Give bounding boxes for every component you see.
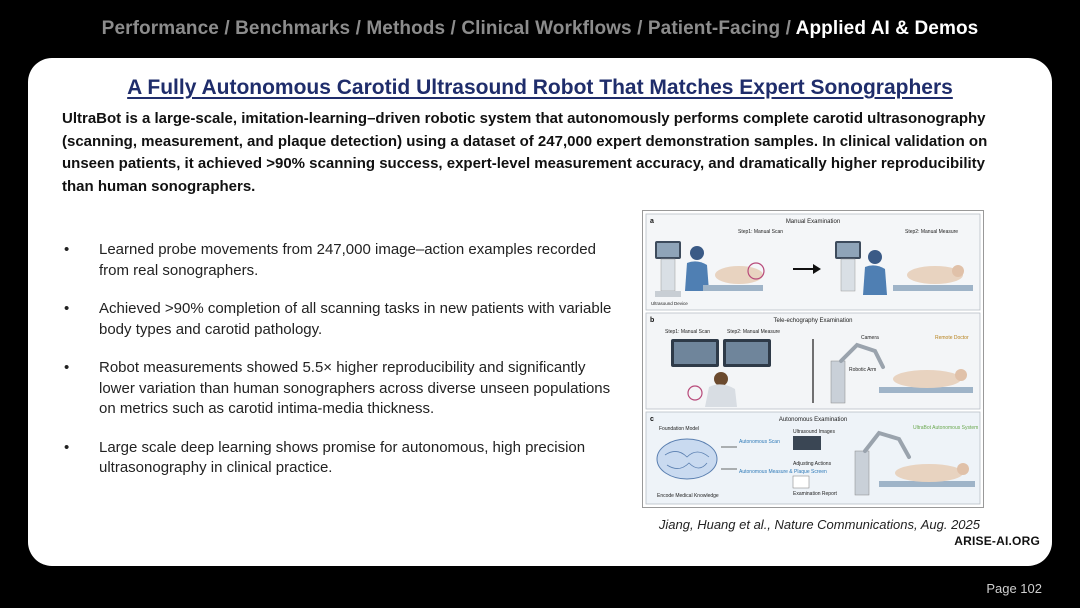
breadcrumb-item-applied-ai[interactable]: Applied AI & Demos bbox=[795, 18, 979, 39]
panel-c-report-label: Examination Report bbox=[793, 491, 837, 497]
panel-a-letter: a bbox=[650, 218, 654, 225]
panel-b-arm-label: Robotic Arm bbox=[849, 367, 877, 373]
panel-c-letter: c bbox=[650, 416, 654, 423]
panel-b-letter: b bbox=[650, 317, 655, 324]
panel-c-knowledge-label: Encode Medical Knowledge bbox=[657, 493, 719, 499]
bullet-item bbox=[62, 240, 622, 281]
bullet-list bbox=[62, 240, 622, 497]
citation: Jiang, Huang et al., Nature Communications, Aug. 2025 bbox=[658, 517, 980, 532]
panel-c-actions-label: Adjusting Actions bbox=[793, 461, 832, 467]
panel-c-measure-label: Autonomous Measure & Plaque Screen bbox=[739, 469, 827, 475]
panel-a-device-label: Ultrasound Device bbox=[651, 301, 688, 306]
panel-b-remote-label: Remote Doctor bbox=[935, 335, 969, 341]
panel-a-step1: Step1: Manual Scan bbox=[738, 229, 784, 235]
org-logo-text[interactable]: ARISE-AI.ORG bbox=[954, 534, 1040, 548]
bullet-item bbox=[62, 299, 622, 340]
panel-c-title: Autonomous Examination bbox=[778, 417, 848, 423]
breadcrumb-separator: / bbox=[355, 18, 361, 39]
panel-c-images-label: Ultrasound Images bbox=[793, 429, 835, 435]
panel-b-camera-label: Camera bbox=[861, 335, 879, 341]
panel-b-step2: Step2: Manual Measure bbox=[727, 329, 781, 335]
figure-panel-a bbox=[646, 214, 980, 310]
panel-a-title: Manual Examination bbox=[785, 219, 841, 225]
breadcrumb-item-methods[interactable]: Methods bbox=[366, 18, 446, 39]
figure-panel-b bbox=[646, 313, 980, 409]
bullet-dot: • bbox=[64, 359, 70, 376]
bullet-text: Achieved >90% completion of all scanning tasks in new patients with variable body types and carotid pathology. bbox=[99, 300, 612, 338]
bullet-dot: • bbox=[64, 300, 70, 317]
figure-illustration bbox=[643, 211, 983, 507]
bullet-text: Large scale deep learning shows promise for autonomous, high precision ultrasonography in clinical practice. bbox=[99, 438, 586, 476]
bullet-item bbox=[62, 438, 622, 479]
bullet-text: Robot measurements showed 5.5× higher reproducibility and significantly lower variation than human sonographers across diverse unseen populations on metrics such as carotid intima-media thickness. bbox=[99, 359, 611, 417]
figure-panel-c bbox=[646, 412, 980, 504]
panel-c-system-label: UltraBot Autonomous System bbox=[913, 425, 979, 431]
bullet-dot: • bbox=[64, 438, 70, 456]
study-figure bbox=[642, 210, 984, 508]
breadcrumb-item-clinical-workflows[interactable]: Clinical Workflows bbox=[461, 18, 632, 39]
breadcrumb-separator: / bbox=[450, 18, 456, 39]
slide-title: A Fully Autonomous Carotid Ultrasound Robot That Matches Expert Sonographers bbox=[127, 76, 953, 99]
panel-b-title: Tele-echography Examination bbox=[773, 318, 853, 324]
panel-c-scan-label: Autonomous Scan bbox=[739, 439, 780, 445]
bullet-text: Learned probe movements from 247,000 image–action examples recorded from real sonographers. bbox=[99, 241, 596, 279]
bullet-dot: • bbox=[64, 241, 70, 258]
breadcrumb-separator: / bbox=[224, 18, 230, 39]
breadcrumb-separator: / bbox=[785, 18, 791, 39]
slide-card bbox=[28, 58, 1052, 566]
page-number: Page 102 bbox=[986, 581, 1042, 596]
breadcrumb-separator: / bbox=[637, 18, 643, 39]
slide-summary: UltraBot is a large-scale, imitation-learning–driven robotic system that autonomously performs complete carotid ultrasonography (scanning, measurement, and plaque detection) using a dataset of 247,000 expert demonstration samples. In clinical validation on unseen patients, it achieved >90% scanning success, expert-level measurement accuracy, and dramatically higher reproducibility than human sonographers. bbox=[62, 110, 988, 195]
breadcrumb bbox=[0, 18, 1080, 40]
panel-a-step2: Step2: Manual Measure bbox=[905, 229, 959, 235]
panel-c-foundation-label: Foundation Model bbox=[659, 426, 700, 432]
breadcrumb-item-benchmarks[interactable]: Benchmarks bbox=[235, 18, 351, 39]
panel-b-step1: Step1: Manual Scan bbox=[665, 329, 711, 335]
breadcrumb-item-patient-facing[interactable]: Patient-Facing bbox=[647, 18, 781, 39]
bullet-item bbox=[62, 358, 622, 420]
breadcrumb-item-performance[interactable]: Performance bbox=[101, 18, 219, 39]
